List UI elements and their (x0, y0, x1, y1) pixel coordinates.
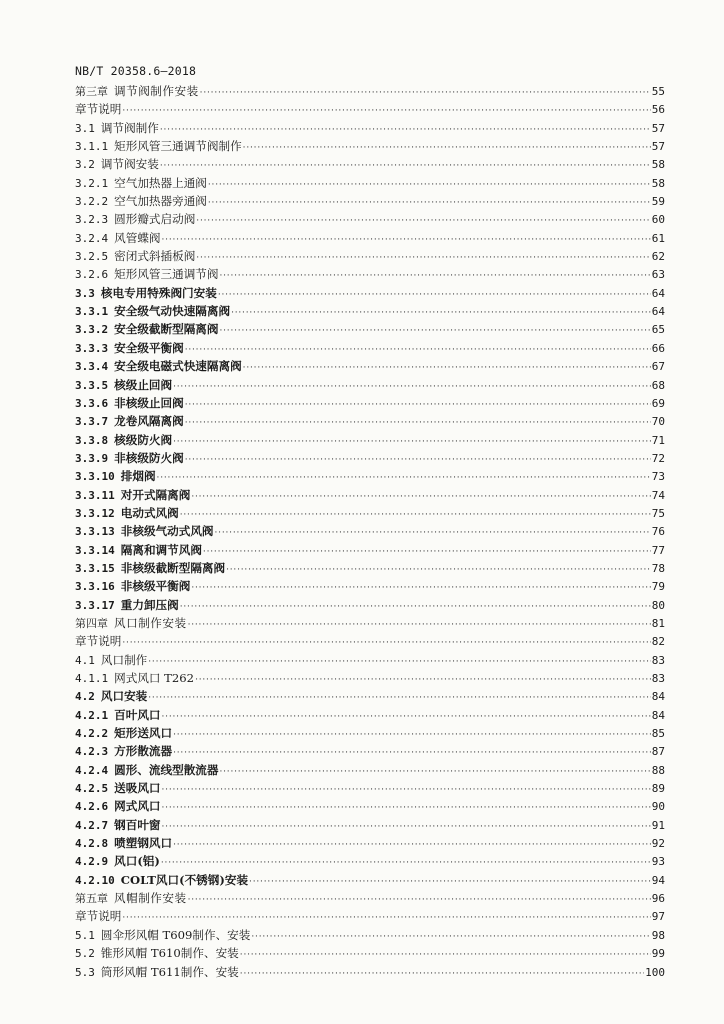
toc-entry-title: 圆形瓣式启动阀 (114, 212, 196, 227)
toc-entry[interactable] (75, 320, 665, 338)
toc-entry-title: 圆形、流线型散流器 (114, 762, 219, 777)
toc-entry-title: 非核级防火阀 (114, 450, 184, 465)
toc-dot-leader (157, 469, 651, 487)
toc-entry-number: 4.1.1 (75, 672, 109, 685)
toc-entry-page: 78 (651, 561, 665, 575)
toc-entry[interactable] (75, 651, 665, 669)
toc-entry-page: 79 (651, 580, 665, 594)
toc-entry[interactable] (75, 559, 665, 577)
toc-dot-leader (173, 744, 651, 762)
toc-dot-leader (196, 249, 650, 267)
toc-entry-title: 安全级气动快速隔离阀 (114, 304, 231, 319)
toc-entry-number: 3.2.4 (75, 231, 109, 245)
toc-entry-page: 82 (651, 635, 665, 649)
toc-entry-number: 3.3.13 (75, 525, 115, 539)
toc-dot-leader (231, 304, 651, 322)
toc-entry-page: 88 (651, 763, 665, 777)
toc-entry-number: 5.1 (75, 928, 95, 942)
toc-dot-leader (148, 653, 650, 671)
toc-entry-title: COLT风口(不锈钢)安装 (120, 872, 249, 887)
toc-entry-page: 58 (651, 176, 665, 190)
toc-entry-page: 57 (651, 121, 665, 135)
toc-entry-number: 3.3.9 (75, 451, 109, 465)
toc-entry[interactable] (75, 284, 665, 302)
toc-entry-number: 3.3.1 (75, 305, 109, 319)
toc-entry-page: 67 (651, 360, 665, 374)
toc-dot-leader (249, 873, 651, 891)
toc-entry-title: 排烟阀 (120, 469, 156, 484)
toc-entry[interactable] (75, 852, 665, 870)
toc-dot-leader (122, 102, 650, 120)
toc-entry-page: 81 (651, 616, 665, 630)
toc-entry-title: 核级防火阀 (114, 432, 173, 447)
toc-entry-title: 调节阀安装 (100, 157, 159, 172)
toc-entry[interactable] (75, 486, 665, 504)
toc-entry[interactable] (75, 907, 665, 925)
toc-entry[interactable] (75, 265, 665, 283)
toc-entry-page: 65 (651, 323, 665, 337)
toc-entry-page: 94 (651, 873, 665, 887)
toc-entry-title: 隔离和调节风阀 (120, 542, 202, 557)
toc-entry-page: 98 (651, 928, 665, 942)
table-of-contents (75, 82, 665, 981)
toc-entry[interactable] (75, 339, 665, 357)
toc-dot-leader (185, 451, 651, 469)
toc-dot-leader (243, 359, 651, 377)
toc-entry-number: 4.2.1 (75, 708, 109, 722)
toc-entry-number: 3.3.3 (75, 341, 109, 355)
toc-dot-leader (160, 157, 651, 175)
toc-entry-number: 3.2.6 (75, 268, 109, 282)
toc-entry[interactable] (75, 449, 665, 467)
toc-entry[interactable] (75, 871, 665, 889)
toc-dot-leader (122, 634, 650, 652)
toc-entry-page: 59 (651, 195, 665, 209)
toc-entry-page: 64 (651, 286, 665, 300)
toc-dot-leader (200, 84, 651, 102)
toc-entry-page: 56 (651, 103, 665, 117)
toc-entry-number: 5.3 (75, 965, 95, 979)
toc-entry-title: 送吸风口 (114, 781, 161, 796)
toc-entry[interactable] (75, 210, 665, 228)
toc-dot-leader (191, 579, 650, 597)
toc-entry[interactable] (75, 155, 665, 173)
toc-dot-leader (162, 708, 651, 726)
toc-entry-title: 空气加热器旁通阀 (114, 194, 207, 209)
toc-dot-leader (173, 836, 651, 854)
toc-dot-leader (208, 176, 651, 194)
toc-dot-leader (215, 524, 651, 542)
toc-entry[interactable] (75, 669, 665, 687)
toc-dot-leader (240, 946, 651, 964)
toc-dot-leader (162, 231, 651, 249)
toc-entry-number: 3.3.11 (75, 488, 115, 502)
toc-dot-leader (185, 341, 651, 359)
toc-entry-page: 70 (651, 415, 665, 429)
toc-entry-page: 84 (651, 690, 665, 704)
toc-entry-number: 3.3.7 (75, 415, 109, 429)
toc-entry[interactable] (75, 504, 665, 522)
toc-entry-number: 3.2.2 (75, 195, 109, 209)
toc-entry-number: 3.3.14 (75, 543, 115, 557)
toc-entry-number: 3.3.2 (75, 323, 109, 337)
toc-entry-page: 61 (651, 231, 665, 245)
toc-entry-page: 92 (651, 837, 665, 851)
toc-entry-number: 4.2.3 (75, 745, 109, 759)
toc-entry[interactable] (75, 742, 665, 760)
toc-entry-title: 锥形风帽 T610制作、安装 (100, 946, 239, 961)
toc-entry-title: 对开式隔离阀 (120, 487, 191, 502)
toc-entry-title: 安全级截断型隔离阀 (114, 322, 219, 337)
document-number: NB/T 20358.6—2018 (75, 64, 197, 78)
toc-entry-title: 风帽制作安装 (114, 891, 187, 906)
toc-entry-number: 4.2.7 (75, 818, 109, 832)
toc-entry-page: 74 (651, 488, 665, 502)
toc-entry[interactable] (75, 632, 665, 650)
toc-entry-page: 91 (651, 818, 665, 832)
toc-entry[interactable] (75, 376, 665, 394)
toc-entry-page: 76 (651, 525, 665, 539)
toc-dot-leader (203, 543, 651, 561)
toc-entry[interactable] (75, 192, 665, 210)
toc-entry[interactable] (75, 889, 665, 907)
toc-entry-title: 空气加热器上通阀 (114, 175, 207, 190)
toc-entry[interactable] (75, 687, 665, 705)
toc-entry-page: 80 (651, 598, 665, 612)
toc-entry-title: 圆伞形风帽 T609制作、安装 (100, 927, 251, 942)
toc-entry[interactable] (75, 174, 665, 192)
toc-entry-page: 68 (651, 378, 665, 392)
toc-entry[interactable] (75, 82, 665, 100)
toc-dot-leader (240, 965, 644, 983)
toc-entry-title: 筒形风帽 T611制作、安装 (100, 964, 239, 979)
toc-dot-leader (251, 928, 650, 946)
toc-entry[interactable] (75, 522, 665, 540)
toc-entry-number: 4.2.8 (75, 837, 109, 851)
toc-entry-page: 97 (651, 910, 665, 924)
toc-entry-page: 96 (651, 892, 665, 906)
toc-dot-leader (185, 396, 651, 414)
toc-dot-leader (195, 671, 651, 689)
toc-entry-title: 重力卸压阀 (120, 597, 179, 612)
toc-entry-title: 风口制作 (100, 652, 148, 667)
toc-entry[interactable] (75, 797, 665, 815)
toc-entry-title: 核电专用特殊阀门安装 (100, 285, 217, 300)
toc-dot-leader (226, 561, 651, 579)
toc-entry-title: 风口安装 (100, 689, 148, 704)
toc-entry-page: 55 (651, 85, 665, 98)
toc-entry-number: 3.2.3 (75, 213, 109, 227)
toc-entry-number: 第四章 (75, 616, 108, 630)
toc-entry-number: 3.3.15 (75, 561, 115, 575)
toc-entry-number: 3.1.1 (75, 140, 109, 154)
toc-entry-number: 4.2 (75, 690, 95, 704)
toc-entry-number: 4.2.10 (75, 873, 115, 887)
toc-entry-title: 喷塑钢风口 (114, 836, 173, 851)
toc-entry-title: 电动式风阀 (120, 505, 179, 520)
toc-entry-page: 87 (651, 745, 665, 759)
toc-entry[interactable] (75, 724, 665, 742)
toc-entry-page: 100 (645, 965, 665, 979)
toc-entry-number: 第三章 (75, 85, 108, 98)
toc-entry-title: 章节说明 (75, 909, 122, 924)
toc-dot-leader (185, 414, 651, 432)
toc-entry-title: 网式风口 (114, 799, 161, 814)
toc-entry-title: 非核级止回阀 (114, 395, 184, 410)
toc-entry-title: 钢百叶窗 (114, 817, 161, 832)
toc-entry-page: 93 (651, 855, 665, 869)
toc-dot-leader (180, 598, 651, 616)
toc-dot-leader (162, 818, 651, 836)
toc-entry-number: 3.3.8 (75, 433, 109, 447)
toc-entry-title: 非核级气动式风阀 (120, 524, 214, 539)
toc-entry-page: 77 (651, 543, 665, 557)
toc-dot-leader (180, 506, 651, 524)
toc-entry-title: 核级止回阀 (114, 377, 173, 392)
toc-entry-page: 89 (651, 782, 665, 796)
toc-entry-number: 3.3 (75, 286, 95, 300)
toc-entry[interactable] (75, 834, 665, 852)
toc-entry-title: 矩形风管三通调节阀 (114, 267, 219, 282)
toc-entry-page: 73 (651, 470, 665, 484)
toc-entry-page: 64 (651, 305, 665, 319)
toc-entry[interactable] (75, 431, 665, 449)
toc-entry-number: 3.2.1 (75, 176, 109, 190)
toc-entry-page: 57 (651, 140, 665, 154)
toc-entry-number: 3.2 (75, 158, 95, 172)
toc-entry-title: 密闭式斜插板阀 (114, 249, 196, 264)
toc-entry-number: 4.2.2 (75, 727, 109, 741)
toc-entry[interactable] (75, 302, 665, 320)
toc-entry-page: 85 (651, 727, 665, 741)
toc-entry-page: 69 (651, 396, 665, 410)
toc-entry-number: 4.1 (75, 653, 95, 667)
toc-entry-number: 4.2.9 (75, 855, 109, 869)
toc-entry-number: 3.3.12 (75, 506, 115, 520)
toc-entry-page: 99 (651, 947, 665, 961)
toc-entry-title: 章节说明 (75, 102, 122, 117)
toc-entry-number: 4.2.6 (75, 800, 109, 814)
toc-entry-page: 71 (651, 433, 665, 447)
toc-entry[interactable] (75, 944, 665, 962)
toc-entry-number: 3.1 (75, 121, 95, 135)
toc-dot-leader (191, 488, 650, 506)
toc-dot-leader (219, 322, 650, 340)
toc-entry[interactable] (75, 247, 665, 265)
toc-dot-leader (173, 433, 651, 451)
toc-entry-title: 风口制作安装 (114, 615, 187, 630)
toc-entry-title: 安全级平衡阀 (114, 340, 184, 355)
toc-dot-leader (243, 139, 651, 157)
toc-entry-title: 调节阀制作 (100, 120, 159, 135)
toc-dot-leader (173, 726, 651, 744)
toc-dot-leader (162, 799, 651, 817)
toc-entry-page: 63 (651, 268, 665, 282)
toc-entry-number: 5.2 (75, 947, 95, 961)
toc-entry-number: 4.2.5 (75, 782, 109, 796)
toc-entry-number: 第五章 (75, 892, 108, 906)
toc-entry-page: 90 (651, 800, 665, 814)
toc-entry-page: 66 (651, 341, 665, 355)
toc-entry[interactable] (75, 614, 665, 632)
toc-entry[interactable] (75, 816, 665, 834)
toc-dot-leader (219, 763, 650, 781)
toc-entry[interactable] (75, 541, 665, 559)
toc-entry[interactable] (75, 706, 665, 724)
toc-entry-number: 3.3.16 (75, 580, 115, 594)
toc-entry[interactable] (75, 761, 665, 779)
toc-entry-number: 3.2.5 (75, 250, 109, 264)
toc-entry[interactable] (75, 467, 665, 485)
toc-entry-title: 网式风口 T262 (114, 671, 195, 685)
toc-entry-page: 60 (651, 213, 665, 227)
toc-entry-page: 75 (651, 506, 665, 520)
toc-entry[interactable] (75, 779, 665, 797)
toc-entry-page: 58 (651, 158, 665, 172)
toc-entry-number: 3.3.5 (75, 378, 109, 392)
toc-dot-leader (148, 689, 650, 707)
toc-entry[interactable] (75, 926, 665, 944)
toc-dot-leader (208, 194, 651, 212)
toc-entry-number: 3.3.10 (75, 470, 115, 484)
toc-dot-leader (162, 781, 651, 799)
toc-entry[interactable] (75, 963, 665, 981)
toc-dot-leader (188, 891, 651, 909)
toc-dot-leader (218, 286, 651, 304)
toc-entry-title: 方形散流器 (114, 744, 173, 759)
toc-entry[interactable] (75, 357, 665, 375)
toc-dot-leader (173, 378, 651, 396)
toc-dot-leader (219, 267, 650, 285)
toc-entry[interactable] (75, 137, 665, 155)
toc-entry-title: 调节阀制作安装 (114, 84, 199, 98)
toc-entry-title: 百叶风口 (114, 707, 161, 722)
toc-dot-leader (188, 616, 651, 634)
toc-entry-number: 3.3.17 (75, 598, 115, 612)
toc-entry[interactable] (75, 229, 665, 247)
toc-entry-title: 风管蝶阀 (114, 230, 161, 245)
toc-entry-number: 3.3.4 (75, 360, 109, 374)
toc-entry[interactable] (75, 596, 665, 614)
toc-entry[interactable] (75, 394, 665, 412)
toc-entry-title: 风口(铝) (114, 854, 160, 869)
toc-entry-page: 62 (651, 250, 665, 264)
toc-entry-page: 72 (651, 451, 665, 465)
toc-entry-title: 非核级截断型隔离阀 (120, 560, 226, 575)
toc-entry-title: 矩形送风口 (114, 726, 173, 741)
toc-entry-number: 4.2.4 (75, 763, 109, 777)
toc-entry-title: 安全级电磁式快速隔离阀 (114, 359, 242, 374)
toc-entry-page: 83 (651, 653, 665, 667)
toc-entry-page: 84 (651, 708, 665, 722)
toc-entry[interactable] (75, 119, 665, 137)
toc-entry[interactable] (75, 577, 665, 595)
toc-entry[interactable] (75, 100, 665, 118)
toc-entry-title: 龙卷风隔离阀 (114, 414, 184, 429)
toc-dot-leader (196, 212, 650, 230)
toc-entry-title: 章节说明 (75, 634, 122, 649)
toc-entry-page: 83 (651, 672, 665, 685)
toc-entry-title: 非核级平衡阀 (120, 579, 191, 594)
toc-entry[interactable] (75, 412, 665, 430)
toc-entry-number: 3.3.6 (75, 396, 109, 410)
toc-entry-title: 矩形风管三通调节阀制作 (114, 139, 242, 154)
